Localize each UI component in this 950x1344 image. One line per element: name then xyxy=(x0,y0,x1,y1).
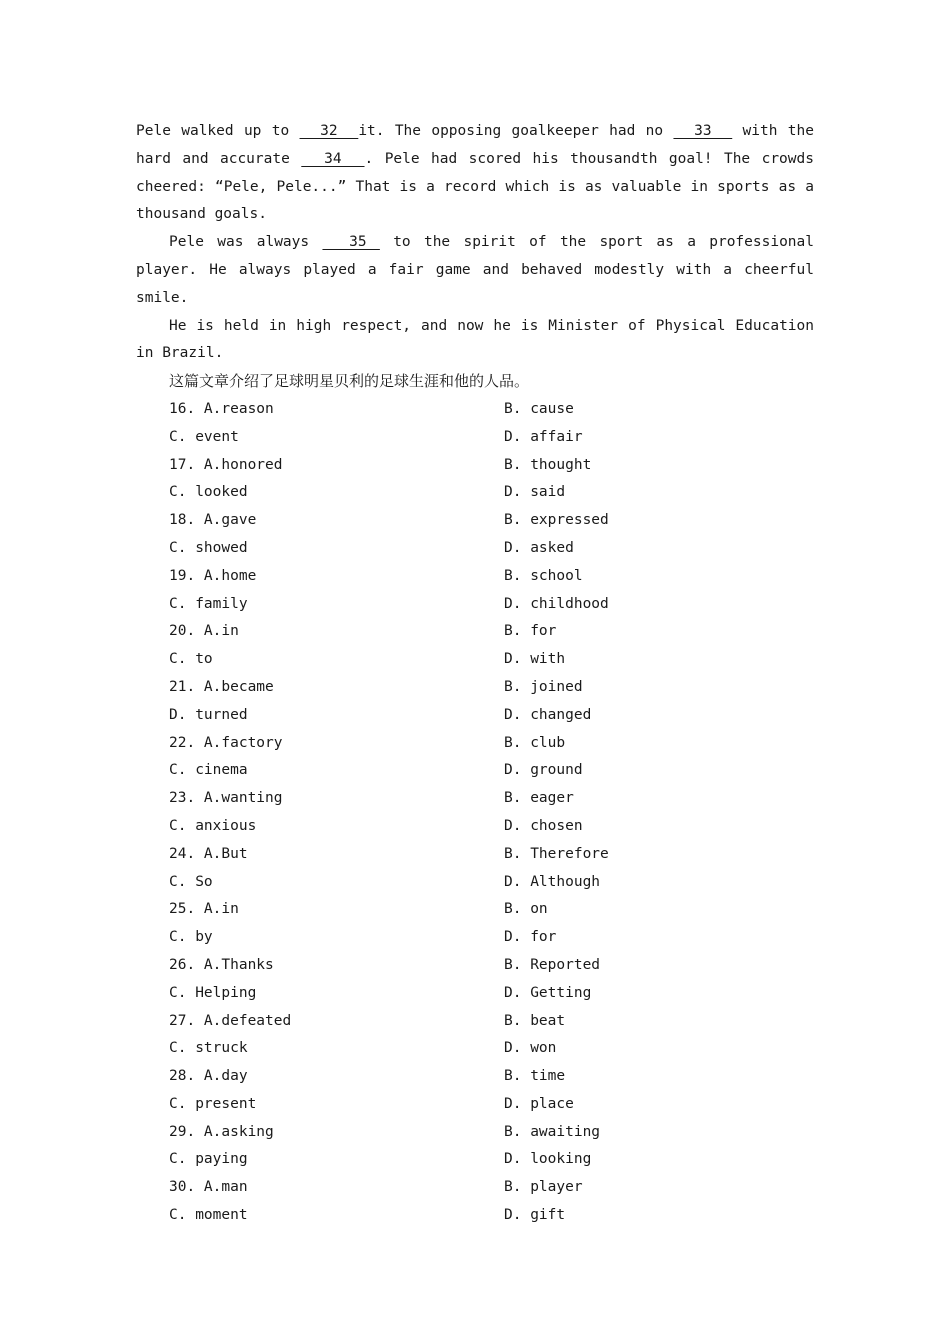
option-left: C. family xyxy=(169,595,248,612)
option-row xyxy=(136,980,814,1008)
document-page xyxy=(136,118,814,1230)
option-row xyxy=(136,563,814,591)
option-right: D. Getting xyxy=(504,984,592,1001)
option-left: D. turned xyxy=(169,706,248,723)
passage-text: with the hard and accurate xyxy=(136,123,814,167)
option-row xyxy=(136,507,814,535)
option-row xyxy=(136,1035,814,1063)
option-right: B. eager xyxy=(504,790,574,807)
option-row xyxy=(136,1174,814,1202)
passage-text: to the spirit of the sport as a professional player. He always played a fair game and behaved modestly with a cheerful smile. xyxy=(136,234,815,306)
option-left: C. showed xyxy=(169,539,248,556)
option-left: C. present xyxy=(169,1095,257,1112)
option-row xyxy=(136,1063,814,1091)
option-row xyxy=(136,1091,814,1119)
option-right: D. changed xyxy=(504,706,592,723)
blank-32: 32 xyxy=(299,123,359,139)
option-row xyxy=(136,674,814,702)
option-right: D. won xyxy=(504,1040,557,1057)
option-right: B. thought xyxy=(504,456,592,473)
option-right: D. chosen xyxy=(504,817,583,834)
option-left: 26. A.Thanks xyxy=(169,956,274,973)
option-row xyxy=(136,924,814,952)
option-row xyxy=(136,1146,814,1174)
option-left: 20. A.in xyxy=(169,623,239,640)
option-right: B. cause xyxy=(504,400,574,417)
option-right: D. asked xyxy=(504,539,574,556)
option-right: D. affair xyxy=(504,428,583,445)
passage-paragraph-2 xyxy=(136,229,814,312)
option-left: C. to xyxy=(169,651,213,668)
option-left: C. cinema xyxy=(169,762,248,779)
option-right: B. Reported xyxy=(504,956,601,973)
option-row xyxy=(136,952,814,980)
option-left: 19. A.home xyxy=(169,567,257,584)
blank-34: 34 xyxy=(301,150,365,167)
option-row xyxy=(136,730,814,758)
option-right: B. on xyxy=(504,901,548,918)
option-row xyxy=(136,896,814,924)
option-row xyxy=(136,785,814,813)
option-left: 24. A.But xyxy=(169,845,248,862)
passage-text: . Pele had scored his thousandth goal! The crowds cheered: “Pele, Pele...” That is a record which is as valuable in sports as a thousand goals. xyxy=(136,150,814,223)
option-right: B. player xyxy=(504,1179,583,1196)
option-right: B. club xyxy=(504,734,566,751)
option-right: B. time xyxy=(504,1068,566,1085)
option-row xyxy=(136,702,814,730)
option-right: B. for xyxy=(504,623,557,640)
option-right: B. awaiting xyxy=(504,1123,601,1140)
option-row xyxy=(136,869,814,897)
option-right: B. expressed xyxy=(504,512,609,529)
answer-options-list xyxy=(136,396,814,1230)
option-left: 21. A.became xyxy=(169,678,274,695)
option-row xyxy=(136,646,814,674)
option-left: C. anxious xyxy=(169,817,257,834)
option-row xyxy=(136,1119,814,1147)
option-right: B. school xyxy=(504,567,583,584)
option-left: C. moment xyxy=(169,1207,248,1224)
option-right: B. joined xyxy=(504,678,583,695)
passage-paragraph-3: He is held in high respect, and now he is Minister of Physical Education in Brazil. xyxy=(136,317,814,362)
option-right: B. Therefore xyxy=(504,845,609,862)
option-row xyxy=(136,452,814,480)
option-right: D. ground xyxy=(504,762,583,779)
option-left: 16. A.reason xyxy=(169,400,274,417)
option-row xyxy=(136,535,814,563)
option-left: 23. A.wanting xyxy=(169,790,283,807)
passage-text: Pele was always xyxy=(169,234,323,251)
option-row xyxy=(136,813,814,841)
option-left: 18. A.gave xyxy=(169,512,257,529)
option-row xyxy=(136,841,814,869)
option-right: D. said xyxy=(504,484,566,501)
option-right: D. gift xyxy=(504,1207,566,1224)
option-left: C. looked xyxy=(169,484,248,501)
passage-text: Pele walked up to xyxy=(136,123,300,139)
option-row xyxy=(136,1202,814,1230)
option-left: C. paying xyxy=(169,1151,248,1168)
option-row xyxy=(136,479,814,507)
passage-paragraph-1 xyxy=(136,118,814,229)
option-right: D. with xyxy=(504,651,566,668)
option-left: C. So xyxy=(169,873,213,890)
option-row xyxy=(136,396,814,424)
option-left: C. struck xyxy=(169,1040,248,1057)
option-row xyxy=(136,591,814,619)
option-right: D. looking xyxy=(504,1151,592,1168)
option-right: D. Although xyxy=(504,873,601,890)
passage-summary: 这篇文章介绍了足球明星贝利的足球生涯和他的人品。 xyxy=(169,372,530,391)
option-left: 25. A.in xyxy=(169,901,239,918)
option-left: 17. A.honored xyxy=(169,456,283,473)
option-left: 30. A.man xyxy=(169,1179,248,1196)
option-left: C. by xyxy=(169,929,213,946)
passage-text: it. The opposing goalkeeper had no xyxy=(358,123,674,139)
option-row xyxy=(136,424,814,452)
option-left: 22. A.factory xyxy=(169,734,283,751)
option-left: 27. A.defeated xyxy=(169,1012,292,1029)
option-row xyxy=(136,618,814,646)
option-left: 28. A.day xyxy=(169,1068,248,1085)
option-left: C. event xyxy=(169,428,239,445)
blank-33: 33 xyxy=(673,123,733,139)
option-left: C. Helping xyxy=(169,984,257,1001)
option-right: B. beat xyxy=(504,1012,566,1029)
option-right: D. place xyxy=(504,1095,574,1112)
option-right: D. childhood xyxy=(504,595,609,612)
blank-35: 35 xyxy=(322,234,380,251)
option-right: D. for xyxy=(504,929,557,946)
option-row xyxy=(136,757,814,785)
option-row xyxy=(136,1008,814,1036)
option-left: 29. A.asking xyxy=(169,1123,274,1140)
